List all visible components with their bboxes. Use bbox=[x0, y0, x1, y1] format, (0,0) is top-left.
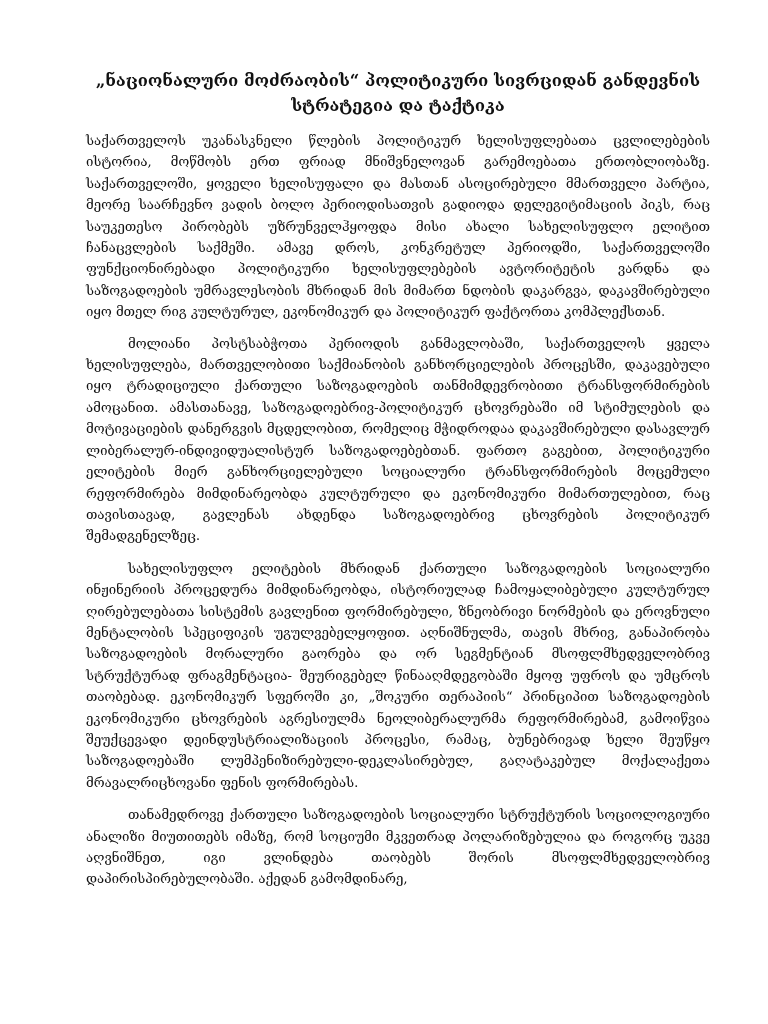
title-line-1: „ნაციონალური მოძრაობის“ პოლიტიკური სივრციდან განდევნის bbox=[95, 71, 701, 90]
paragraph-1: საქართველოს უკანასკნელი წლების პოლიტიკურ ხელისუფლებათა ცვლილებების ისტორია, მოწმობს ერთ ფრიად მნიშვნელოვან გარემოებათა ერთობლიობაზე. საქართველოში, ყოველი ხელისუფალი და მასთან ასოცირებული მმართველი პარტია, მეორე საარჩევნო ვადის ბოლო პერიოდისათვის გადიოდა დელეგიტიმაციის პიკს, რაც საუკეთესო პირობებს უზრუნველჰყოფდა მისი ახალი სახელისუფლო ელიტით ჩანაცვლების საქმეში. ამავე დროს, კონკრეტულ პერიოდში, საქართველოში ფუნქციონირებადი პოლიტიკური ხელისუფლებების ავტორიტეტის ვარდნა და საზოგადოების უმრავლესობის მხრიდან მის მიმართ ნდობის დაკარგვა, დაკავშირებული იყო მთელ რიგ კულტურულ, ეკონომიკურ და პოლიტიკურ ფაქტორთა კომპლექსთან. bbox=[86, 134, 710, 321]
document-page bbox=[86, 68, 710, 902]
paragraph-2: მოლიანი პოსტსაბჭოთა პერიოდის განმავლობაში, საქართველოს ყველა ხელისუფლება, მართველობითი საქმიანობის განხორციელების პროცესში, დაკავებული იყო ტრადიციული ქართული საზოგადოების თანმიმდევრობითი ტრანსფორმირების ამოცანით. ამასთანავე, საზოგადოებრივ-პოლიტიკურ ცხოვრებაში იმ სტიმულების და მოტივაციების დანერგვის მცდელობით, რომელიც მჭიდროდაა დაკავშირებული დასავლურ ლიბერალურ-ინდივიდუალისტურ საზოგადოებებთან. ფართო გაგებით, პოლიტიკური ელიტების მიერ განხორციელებული სოციალური ტრანსფორმირების მოცემული რეფორმირება მიმდინარეობდა კულტურული და ეკონომიკური მიმართულებით, რაც თავისთავად, გავლენას ახდენდა საზოგადოებრივ ცხოვრების პოლიტიკურ შემადგენელზეც. bbox=[86, 336, 710, 545]
paragraph-4: თანამედროვე ქართული საზოგადოების სოციალური სტრუქტურის სოციოლოგიური ანალიზი მიუთითებს იმაზე, რომ სოციუმი მკვეთრად პოლარიზებულია და როგორც უკვე აღვნიშნეთ, იგი ვლინდება თაობებს შორის მსოფლმხედველობრივ დაპირისპირებულობაში. აქედან გამომდინარე, bbox=[86, 808, 710, 888]
document-title bbox=[86, 68, 710, 118]
paragraph-3: სახელისუფლო ელიტების მხრიდან ქართული საზოგადოების სოციალური ინჟინერიის პროცედურა მიმდინარეობდა, ისტორიულად ჩამოყალიბებული კულტურულ ღირებულებათა სისტემის გავლენით ფორმირებული, ზნეობრივი ნორმების და ეროვნული მენტალობის სპეციფიკის უგულვებელყოფით. აღნიშნულმა, თავის მხრივ, განაპირობა საზოგადოების მორალური გაორება და ორ სეგმენტიან მსოფლმხედველობრივ სტრუქტურად ფრაგმენტაცია- შეურიგებელ წინააღმდეგობაში მყოფ უფროს და უმცროს თაობებად. ეკონომიკურ სფეროში კი, „შოკური თერაპიის“ პრინციპით საზოგადოების ეკონომიკური ცხოვრების აგრესიულმა ნეოლიბერალურმა რეფორმირებამ, გამოიწვია შეუქცევადი დეინდუსტრიალიზაციის პროცესი, რამაც, ბუნებრივად ხელი შეუწყო საზოგადოებაში ლუმპენიზირებული-დეკლასირებულ, გაღატაკებულ მოქალაქეთა მრავალრიცხოვანი ფენის ფორმირებას. bbox=[86, 561, 710, 791]
title-line-2: სტრატეგია და ტაქტიკა bbox=[291, 96, 505, 115]
